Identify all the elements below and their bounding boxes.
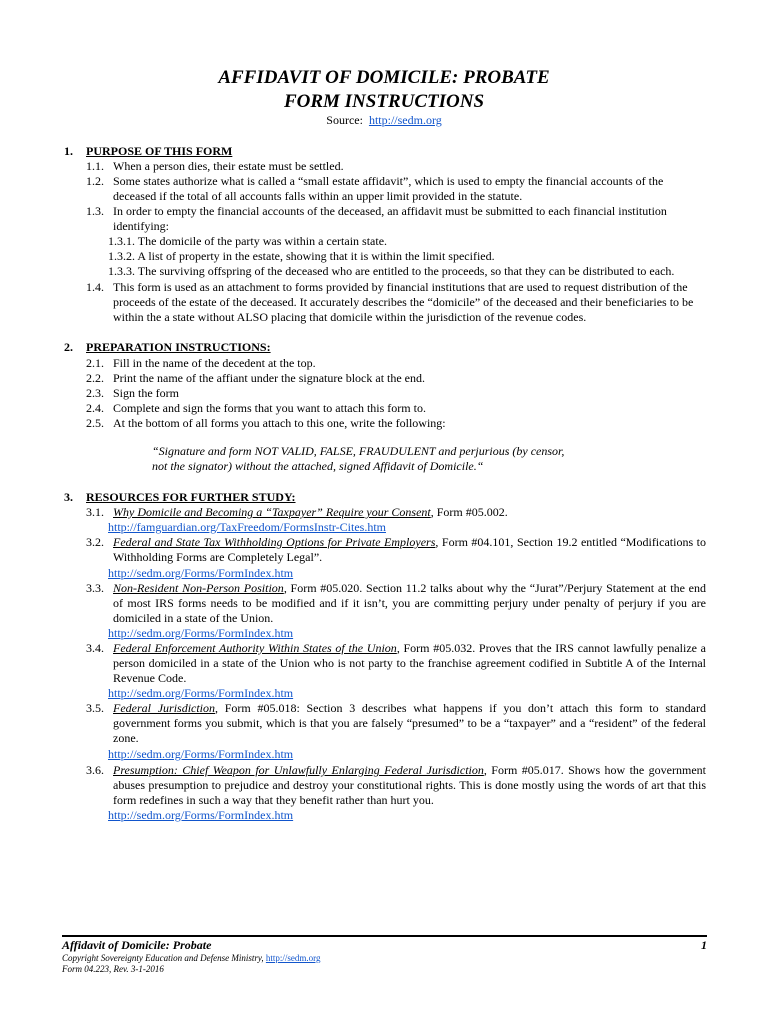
section-label: RESOURCES FOR FURTHER STUDY: — [86, 490, 296, 504]
resource-item — [86, 763, 706, 808]
sub-list-item: 1.3.3. The surviving offspring of the deceased who are entitled to the proceeds, so that they can be distributed to each. — [108, 264, 675, 278]
list-item — [86, 401, 706, 416]
document-title-line2: FORM INSTRUCTIONS — [283, 91, 485, 112]
resource-link[interactable]: http://sedm.org/Forms/FormIndex.htm — [108, 686, 294, 700]
resource-title: Presumption: Chief Weapon for Unlawfully Enlarging Federal Jurisdiction — [113, 763, 484, 777]
item-text — [113, 641, 706, 686]
item-text: In order to empty the financial accounts of the deceased, an affidavit must be submitted to each financial institution identifying: — [113, 204, 667, 233]
section-1-heading — [64, 144, 232, 159]
resource-link-row — [108, 747, 293, 762]
section-number: 2. — [64, 340, 73, 354]
copyright-link[interactable]: http://sedm.org — [265, 953, 321, 963]
resource-item — [86, 505, 706, 520]
resource-description: , Form #05.020. Section 11.2 talks about why the “Jurat”/Perjury Statement at the end of most IRS forms needs to be modified and if it isn’t, you are committing perjury under penalty of perjury if you are domiciled in a state of the Union. — [113, 581, 706, 625]
item-number: 3.2. — [86, 535, 104, 549]
item-text: Some states authorize what is called a “small estate affidavit”, which is used to empty the financial accounts of the deceased if the total of all accounts falls within an upper limit provided in the statute. — [113, 174, 664, 203]
item-number: 3.6. — [86, 763, 104, 777]
section-2-heading — [64, 340, 271, 355]
resource-link[interactable]: http://sedm.org/Forms/FormIndex.htm — [108, 747, 294, 761]
item-text — [113, 505, 706, 520]
item-text: Sign the form — [113, 386, 179, 400]
resource-item — [86, 535, 706, 565]
item-text: Complete and sign the forms that you want to attach this form to. — [113, 401, 426, 415]
item-text — [113, 535, 706, 565]
source-link[interactable]: http://sedm.org — [368, 113, 442, 127]
item-text: When a person dies, their estate must be settled. — [113, 159, 344, 173]
list-item — [86, 416, 706, 431]
quoted-statement-line1: “Signature and form NOT VALID, FALSE, FRAUDULENT and perjurious (by censor, — [152, 444, 565, 458]
section-number: 1. — [64, 144, 73, 158]
resource-title: Why Domicile and Becoming a “Taxpayer” Require your Consent — [113, 505, 431, 519]
footer-form-revision: Form 04.223, Rev. 3-1-2016 — [62, 964, 164, 974]
item-text: At the bottom of all forms you attach to this one, write the following: — [113, 416, 446, 430]
section-label: PURPOSE OF THIS FORM — [86, 144, 233, 158]
footer-divider — [62, 935, 707, 937]
item-text: Fill in the name of the decedent at the top. — [113, 356, 316, 370]
sub-list-item: 1.3.2. A list of property in the estate, showing that it is within the limit specified. — [108, 249, 495, 263]
resource-title: Federal Enforcement Authority Within States of the Union — [113, 641, 397, 655]
copyright-text: Copyright Sovereignty Education and Defense Ministry, — [62, 953, 264, 963]
resource-link[interactable]: http://sedm.org/Forms/FormIndex.htm — [108, 566, 294, 580]
resource-title: Federal Jurisdiction — [113, 701, 216, 715]
footer-copyright — [62, 953, 320, 964]
item-number: 2.4. — [86, 401, 104, 415]
resource-title: Non-Resident Non-Person Position — [113, 581, 284, 595]
resource-link[interactable]: http://famguardian.org/TaxFreedom/FormsInstr-Cites.htm — [108, 520, 386, 534]
source-label: Source: — [326, 113, 363, 127]
quoted-statement-line2: not the signator) without the attached, signed Affidavit of Domicile.“ — [152, 459, 484, 473]
item-number: 1.4. — [86, 280, 104, 294]
resource-description: , Form #05.032. Proves that the IRS cannot lawfully penalize a person domiciled in a state of the Union who is not party to the franchise agreement codified in Subtitle A of the Internal Revenue Code. — [113, 641, 706, 685]
resource-description: , Form #05.017. Shows how the government abuses presumption to prejudice and destroy your constitutional rights. This is done mostly using the words of art that this form redefines in such a way that they benefit rather than hurt you. — [113, 763, 706, 807]
item-text — [113, 701, 706, 746]
list-item — [86, 386, 706, 401]
section-label: PREPARATION INSTRUCTIONS: — [86, 340, 271, 354]
item-text: Print the name of the affiant under the signature block at the end. — [113, 371, 426, 385]
item-number: 3.1. — [86, 505, 104, 519]
resource-link-row — [108, 808, 293, 823]
resource-link[interactable]: http://sedm.org/Forms/FormIndex.htm — [108, 808, 294, 822]
footer-page-number: 1 — [701, 938, 707, 952]
resource-description: , Form #05.002. — [430, 505, 508, 519]
section-3-heading — [64, 490, 296, 505]
list-item — [86, 159, 706, 174]
resource-description: , Form #04.101, Section 19.2 entitled “Modifications to Withholding Forms are Completely Legal”. — [113, 535, 706, 564]
list-item — [86, 356, 706, 371]
list-item — [86, 174, 706, 204]
resource-item — [86, 641, 706, 686]
list-item — [86, 204, 706, 234]
resource-item — [86, 701, 706, 746]
resource-item — [86, 581, 706, 626]
item-number: 1.1. — [86, 159, 104, 173]
item-number: 2.2. — [86, 371, 104, 385]
resource-link-row — [108, 566, 293, 581]
resource-link-row — [108, 520, 386, 535]
item-number: 1.2. — [86, 174, 104, 188]
list-item — [86, 371, 706, 386]
item-text — [113, 581, 706, 626]
sub-list-item: 1.3.1. The domicile of the party was within a certain state. — [108, 234, 388, 248]
item-text — [113, 763, 706, 808]
item-text: This form is used as an attachment to forms provided by financial institutions that are used to request distribution of the proceeds of the estate of the deceased. It accurately describes the “domicile” of the deceased and their beneficiaries to be within the a state without ALSO placing that domicile within the jurisdiction of the revenue codes. — [113, 280, 694, 324]
document-title-line1: AFFIDAVIT OF DOMICILE: PROBATE — [218, 67, 550, 88]
resource-link-row — [108, 686, 293, 701]
resource-link[interactable]: http://sedm.org/Forms/FormIndex.htm — [108, 626, 294, 640]
item-number: 3.4. — [86, 641, 104, 655]
footer-document-title: Affidavit of Domicile: Probate — [62, 938, 212, 952]
item-number: 2.3. — [86, 386, 104, 400]
item-number: 3.3. — [86, 581, 104, 595]
resource-title: Federal and State Tax Withholding Options for Private Employers — [113, 535, 436, 549]
item-number: 3.5. — [86, 701, 104, 715]
list-item — [86, 280, 706, 325]
resource-link-row — [108, 626, 293, 641]
item-number: 2.5. — [86, 416, 104, 430]
item-number: 2.1. — [86, 356, 104, 370]
resource-description: , Form #05.018: Section 3 describes what happens if you don’t attach this form to standard government forms you submit, which is that you are falsely “presumed” to be a “taxpayer” and a “resident” of the federal zone. — [113, 701, 706, 745]
source-line — [0, 113, 768, 128]
section-number: 3. — [64, 490, 73, 504]
item-number: 1.3. — [86, 204, 104, 218]
